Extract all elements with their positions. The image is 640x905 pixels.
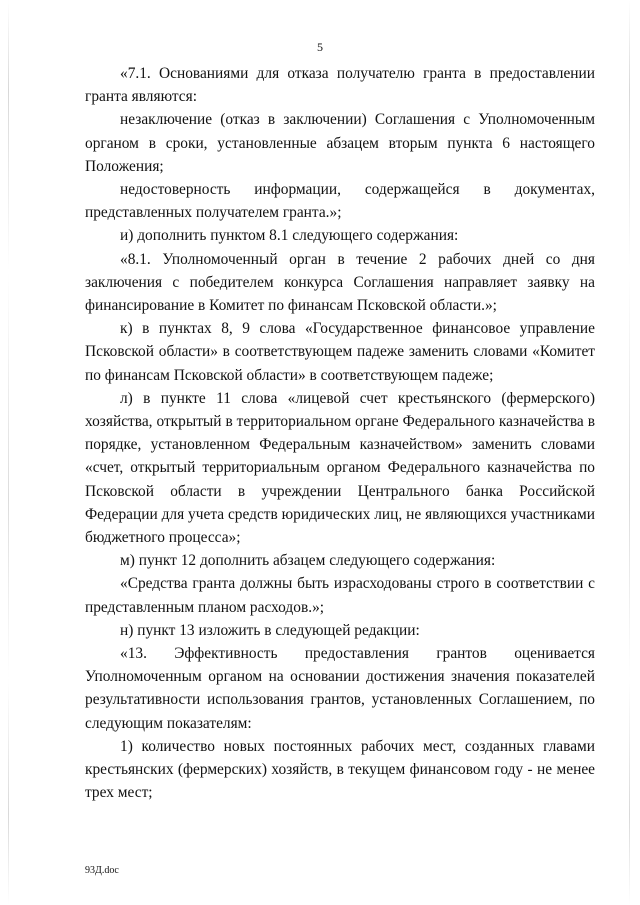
paragraph: незаключение (отказ в заключении) Соглашения с Уполномоченным органом в сроки, установленные абзацем вторым пункта 6 настоящего Положения; (85, 111, 595, 175)
paragraph: л) в пункте 11 слова «лицевой счет крестьянского (фермерского) хозяйства, открытый в территориальном органе Федерального казначейства в порядке, установленном Федеральным казначейством» заменить словами «счет, открытый территориальным органом Федерального казначейства по Псковской области в учреждении Центрального банка Российской Федерации для учета средств юридических лиц, не являющихся участниками бюджетного процесса»; (85, 389, 595, 547)
paragraph: и) дополнить пунктом 8.1 следующего содержания: (120, 227, 459, 245)
paragraph: м) пункт 12 дополнить абзацем следующего содержания: (120, 552, 496, 570)
paragraph: «8.1. Уполномоченный орган в течение 2 рабочих дней со дня заключения с победителем конкурса Соглашения направляет заявку на финансирование в Комитет по финансам Псковской области.»; (85, 250, 595, 315)
file-name-footer: 93Д.doc (85, 865, 119, 876)
paragraph: к) в пунктах 8, 9 слова «Государственное финансовое управление Псковской области» в соответствующем падеже заменить словами «Комитет по финансам Псковской области» в соответствующем падеже; (85, 320, 595, 384)
paragraph: «Средства гранта должны быть израсходованы строго в соответствии с представленным планом расходов.»; (85, 575, 595, 616)
paragraph: н) пункт 13 изложить в следующей редакции: (120, 621, 420, 639)
scan-edge-left (8, 0, 9, 905)
document-body (85, 62, 595, 805)
paragraph: «7.1. Основаниями для отказа получателю гранта в предоставлении гранта являются: (85, 65, 595, 106)
scan-edge-right (629, 0, 630, 905)
paragraph: недостоверность информации, содержащейся в документах, представленных получателем гранта.»; (85, 181, 595, 222)
paragraph: 1) количество новых постоянных рабочих мест, созданных главами крестьянских (фермерских) хозяйств, в текущем финансовом году - не менее трех мест; (85, 737, 595, 802)
paragraph: «13. Эффективность предоставления грантов оценивается Уполномоченным органом на основании достижения значения показателей результативности использования грантов, установленных Соглашением, по следующим показателям: (85, 645, 595, 732)
page-number: 5 (317, 40, 323, 54)
